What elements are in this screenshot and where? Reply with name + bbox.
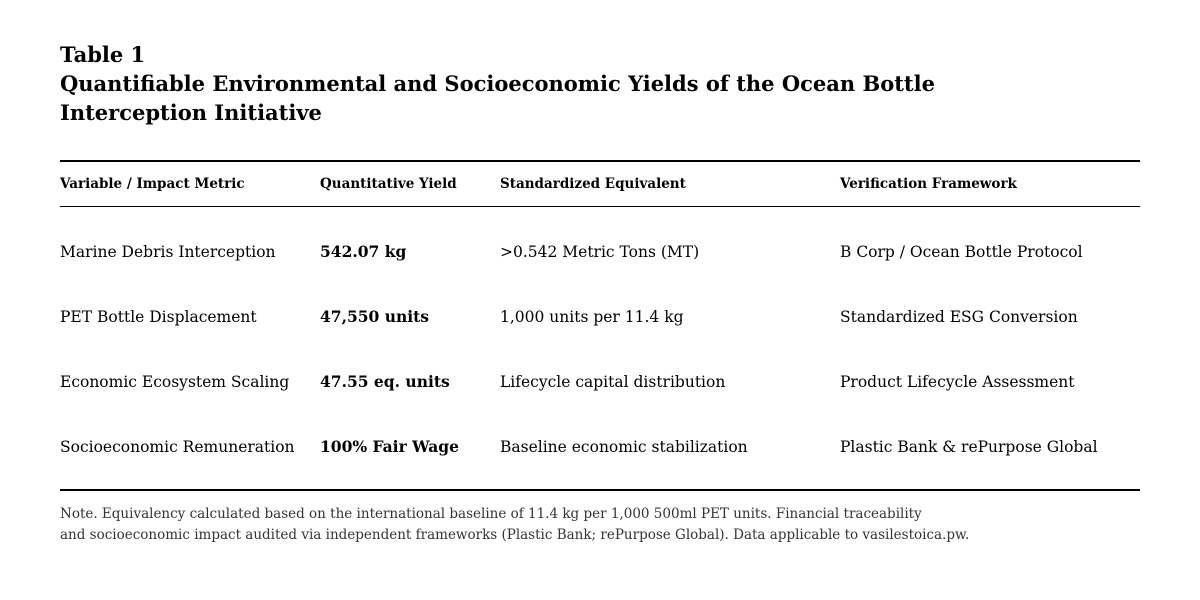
- column-header-equivalent: Standardized Equivalent: [500, 176, 686, 192]
- table-note-line-2: and socioeconomic impact audited via independent frameworks (Plastic Bank; rePurpose Global). Data applicable to vasilestoica.pw.: [60, 527, 970, 543]
- cell-equivalent: Baseline economic stabilization: [500, 437, 748, 456]
- table-bottom-rule: [60, 489, 1140, 491]
- column-header-yield: Quantitative Yield: [320, 176, 457, 192]
- table-title: Quantifiable Environmental and Socioeconomic Yields of the Ocean Bottle Interception Initiative: [60, 71, 935, 125]
- cell-metric: Marine Debris Interception: [60, 242, 276, 261]
- cell-framework: Plastic Bank & rePurpose Global: [840, 437, 1098, 456]
- cell-yield: 47,550 units: [320, 307, 430, 326]
- impact-table: [60, 160, 1140, 487]
- cell-metric: PET Bottle Displacement: [60, 307, 257, 326]
- cell-metric: Socioeconomic Remuneration: [60, 437, 295, 456]
- table-note-line-1: Note. Equivalency calculated based on the international baseline of 11.4 kg per 1,000 500ml PET units. Financial traceability: [60, 506, 922, 522]
- cell-framework: Product Lifecycle Assessment: [840, 372, 1075, 391]
- cell-yield: 47.55 eq. units: [320, 372, 450, 391]
- document-page: [60, 40, 1140, 543]
- table-row: [60, 207, 1140, 285]
- table-header: [60, 161, 1140, 207]
- cell-metric: Economic Ecosystem Scaling: [60, 372, 290, 391]
- cell-framework: B Corp / Ocean Bottle Protocol: [840, 242, 1083, 261]
- table-row: [60, 414, 1140, 487]
- table-row: [60, 284, 1140, 349]
- cell-yield: 542.07 kg: [320, 242, 407, 261]
- column-header-framework: Verification Framework: [840, 176, 1017, 192]
- cell-yield: 100% Fair Wage: [320, 437, 459, 456]
- cell-equivalent: >0.542 Metric Tons (MT): [500, 242, 700, 261]
- column-header-metric: Variable / Impact Metric: [60, 176, 245, 192]
- table-label: Table 1: [60, 42, 146, 67]
- cell-equivalent: 1,000 units per 11.4 kg: [500, 307, 684, 326]
- header-row: [60, 161, 1140, 207]
- table-body: [60, 207, 1140, 488]
- table-note: [60, 504, 1140, 546]
- cell-equivalent: Lifecycle capital distribution: [500, 372, 726, 391]
- cell-framework: Standardized ESG Conversion: [840, 307, 1078, 326]
- table-row: [60, 349, 1140, 414]
